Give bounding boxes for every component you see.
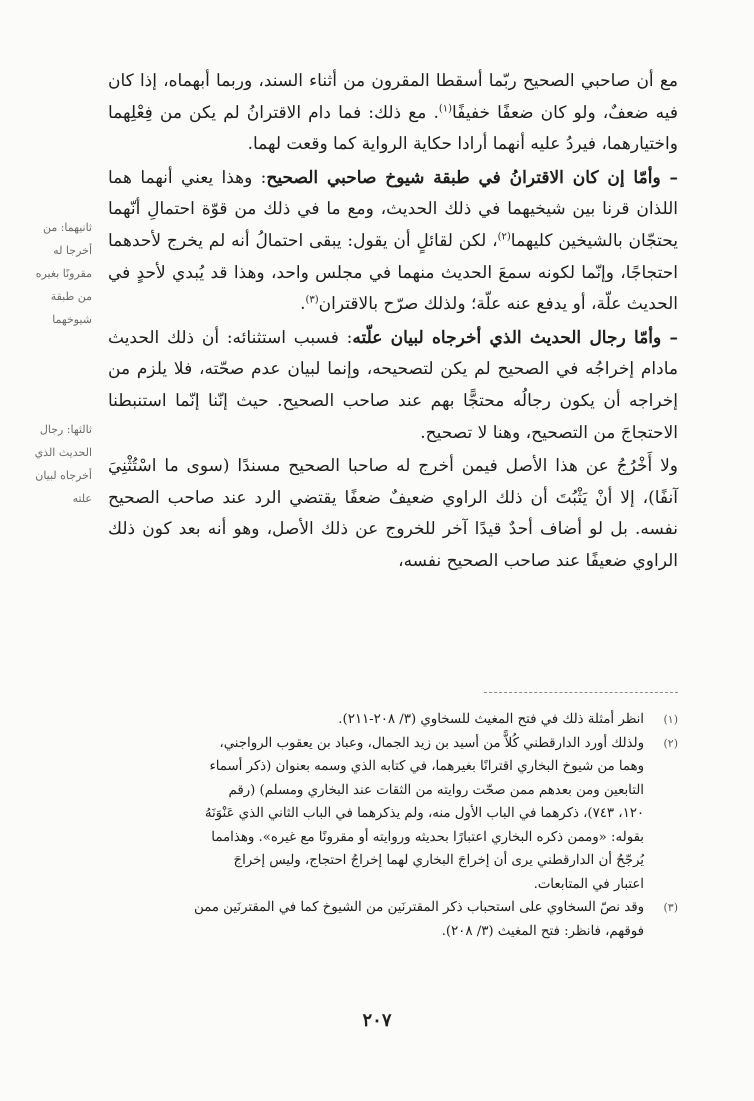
footnote-line: انظر أمثلة ذلك في فتح المغيث للسخاوي (٣/ ٢٠٨-٢١١). <box>338 712 644 727</box>
footnote-line: بقوله: «وممن ذكره البخاري اعتبارًا بحديثه وروايته أو مقرونًا مع غيره». وهذامما <box>211 829 644 845</box>
footnote-1 <box>108 708 678 732</box>
footnote-line: يُرجّحُ أن الدارقطني يرى أن إخراجَ البخاري لهما إخراجُ احتجاج، وليس إخراجَ <box>233 853 644 868</box>
section-heading-illah-narrators: – وأمّا رجال الحديث الذي أخرجاه لبيان علّته <box>352 327 678 348</box>
margin-note-line: ثالثها: رجال <box>39 423 92 436</box>
margin-note-line: أخرجا له <box>53 244 92 257</box>
footnote-line: التابعين ومن بعدهم ممن صحّت روايته من الثقات عند البخاري ومسلم) (رقم <box>228 782 644 798</box>
paragraph-1: مع أن صاحبي الصحيح ربّما أسقطا المقرون من أثناء السند، وربما أبهماه، إذا كان فيه ضعفٌ، ولو كان ضعفًا خفيفًا$^{(١)}$. مع ذلك: فما دام الاقترانُ لم يكن من فِعْلِهما واختيارهما، فيردُ عليه أنهما أرادا حكاية الرواية كما وقعت لهما. <box>108 71 678 155</box>
page-number: ٢٠٧ <box>362 1010 392 1031</box>
footnote-number: (١) <box>663 713 678 726</box>
footnote-number: (٣) <box>663 901 678 914</box>
margin-note-line: علته <box>72 492 92 505</box>
footnote-separator <box>484 692 678 693</box>
footnote-line: وهما من شيوخ البخاري اقترانًا بغيرهما، في كتابه الذي وسمه بعنوان (ذكر أسماء <box>209 759 644 774</box>
margin-note-line: أخرجاه لبيان <box>35 469 92 482</box>
footnote-line: وقد نصّ السخاوي على استحباب ذكر المقترنَين من الشيوخ كما في المقترنَين ممن <box>193 900 644 915</box>
footnote-number: (٢) <box>663 736 678 750</box>
footnote-line: ولذلك أورد الدارقطني كُلاًّ من أسيد بن زيد الجمال، وعباد بن يعقوب الرواجني، <box>219 735 644 751</box>
footnote-line: ١٢٠، ٧٤٣)، ذكرهما في الباب الأول منه، ولم يذكرهما في الباب الثاني الذي عَنْوَنَهُ <box>204 806 644 821</box>
footnote-ref-1[interactable]: (١) <box>438 102 453 114</box>
margin-note-line: ثانيهما: من <box>42 221 92 234</box>
margin-note-1 <box>10 216 92 331</box>
paragraph-4: ولا أَخْرُجُ عن هذا الأصل فيمن أخرج له صاحبا الصحيح مسندًا (سوى ما اسْتُثْنِيَ آنفًا)، إلا أنْ يَثْبُتَ أن ذلك الراوي ضعيفٌ ضعفًا يقتضي الرد عند صاحب الصحيح نفسه. بل لو أضاف أحدٌ قيدًا آخر للخروج عن ذلك الأصل، وهو أنه بعد كون ذلك الراوي ضعيفًا عند صاحب الصحيح نفسه، <box>108 456 678 571</box>
margin-note-line: شيوخهما <box>52 313 92 326</box>
section-heading-peers-shuyukh: – وأمّا إن كان الاقترانُ في طبقة شيوخ صاحبي الصحيح <box>266 167 679 188</box>
paragraph-3: – وأمّا رجال الحديث الذي أخرجاه لبيان علّته: فسبب استثنائه: أن ذلك الحديث مادام إخراجُه في الصحيح لم يكن لتصحيحه، وإنما لبيان عدم صحّته، فلا يلزم من إخراجه أن يكون رجالُه محتجًّا بهم عند صاحب الصحيح. حيث إنّنا إنّما استنبطنا الاحتجاجَ من التصحيح، وهنا لا تصحيح. <box>108 327 678 443</box>
footnote-ref-3[interactable]: (٣) <box>305 294 319 306</box>
footnote-ref-2[interactable]: (٢) <box>497 231 511 243</box>
paragraph-2: – وأمّا إن كان الاقترانُ في طبقة شيوخ صاحبي الصحيح: وهذا يعني أنهما هما اللذان قرنا بين شيخيهما في ذلك الحديث، ومع ما في ذلك من قوّة احتمالِ أنّهما يحتجّان بالشيخين كليهما$^{(٢)}$، لكن لقائلٍ أن يقول: يبقى احتمالُ أنه لم يخرج لأحدهما احتجاجًا، وإنّما لكونه سمعَ الحديث منهما في مجلس واحد، وهذا قد يُبدي لأحدٍ في الحديث علّة، أو يدفع عنه علّة؛ ولذلك صرّح بالاقتران$^{(٣)}$. <box>108 167 679 315</box>
margin-note-line: الحديث الذي <box>34 446 92 459</box>
footnote-2 <box>108 732 678 897</box>
footnote-3 <box>108 896 678 943</box>
footnotes <box>108 708 678 943</box>
margin-note-2 <box>10 418 92 510</box>
margin-note-line: من طبقة <box>50 290 92 303</box>
footnote-line: اعتبار في المتابعات. <box>533 876 644 892</box>
footnote-line: فوقهم، فانظر: فتح المغيث (٣/ ٢٠٨). <box>441 923 644 939</box>
margin-note-line: مقرونًا بغيره <box>35 267 92 280</box>
main-text <box>108 66 678 578</box>
